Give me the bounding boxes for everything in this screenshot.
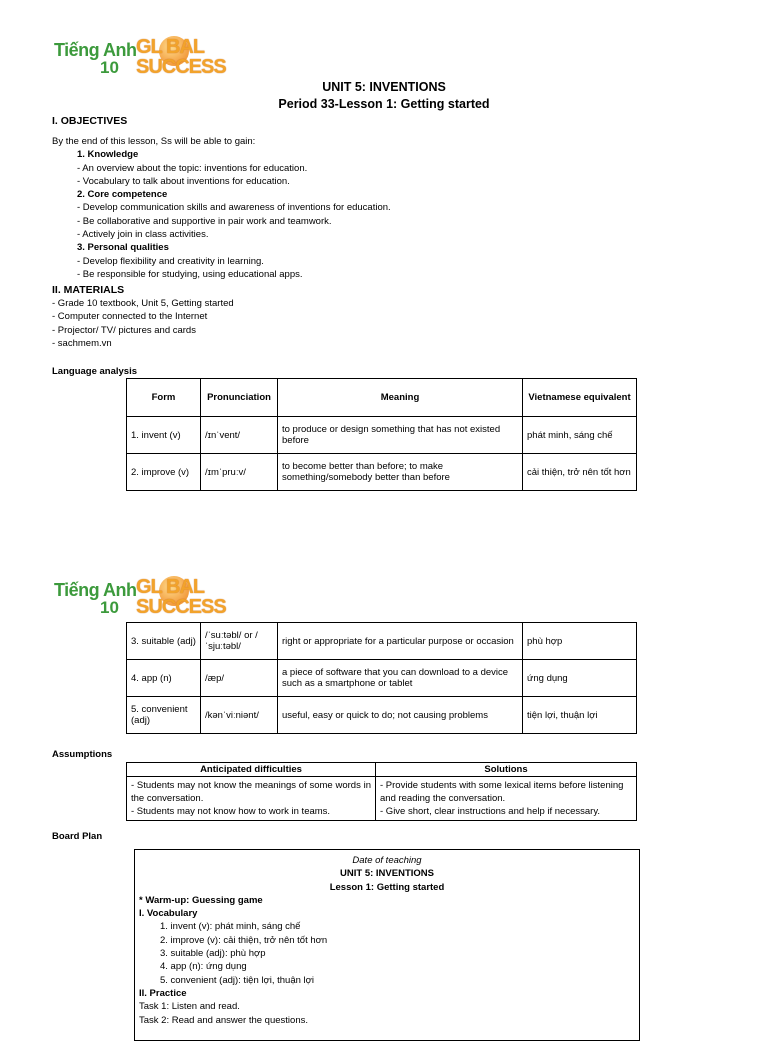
cell: useful, easy or quick to do; not causing problems <box>278 697 523 734</box>
brand-logo <box>54 36 226 82</box>
table-row <box>127 660 637 697</box>
cell: /ˈsuːtəbl/ or /ˈsjuːtəbl/ <box>201 623 278 660</box>
board-lesson: Lesson 1: Getting started <box>329 881 445 893</box>
core-title: 2. Core competence <box>77 189 168 201</box>
cell: /ɪnˈvent/ <box>201 417 278 454</box>
cell: 5. convenient (adj) <box>127 697 201 734</box>
logo-text-line2: 10 <box>100 598 119 617</box>
core-item: - Actively join in class activities. <box>77 229 209 241</box>
material-item: - Grade 10 textbook, Unit 5, Getting started <box>52 298 234 309</box>
logo-text-line1: Tiếng Anh <box>54 580 137 600</box>
logo-global: GL BAL <box>136 36 205 58</box>
knowledge-title: 1. Knowledge <box>77 149 139 161</box>
table-row <box>127 623 637 660</box>
cell: 1. invent (v) <box>127 417 201 454</box>
col-meaning: Meaning <box>278 379 523 417</box>
cell: - Students may not know the meanings of some words in the conversation. - Students may not know how to work in teams. <box>127 777 376 821</box>
assumptions-heading: Assumptions <box>52 749 113 760</box>
board-task: Task 2: Read and answer the questions. <box>139 1014 308 1026</box>
board-date: Date of teaching <box>352 855 422 866</box>
brand-logo <box>54 576 226 622</box>
cell: cải thiện, trở nên tốt hơn <box>523 454 637 491</box>
material-item: - sachmem.vn <box>52 337 112 349</box>
table-row <box>127 697 637 734</box>
board-task: Task 1: Listen and read. <box>139 1001 240 1013</box>
cell: 3. suitable (adj) <box>127 623 201 660</box>
cell: 2. improve (v) <box>127 454 201 491</box>
col-difficulties: Anticipated difficulties <box>127 763 376 777</box>
logo-success: SUCCESS <box>136 56 226 78</box>
knowledge-item: - Vocabulary to talk about inventions for education. <box>77 175 290 187</box>
objectives-heading: I. OBJECTIVES <box>52 115 128 127</box>
cell: - Provide students with some lexical items before listening and reading the conversation. - Give short, clear instructions and help if necessary. <box>376 777 637 821</box>
period-title: Period 33-Lesson 1: Getting started <box>278 97 490 111</box>
cell: phù hợp <box>523 623 637 660</box>
logo-text-line1: Tiếng Anh <box>54 40 137 60</box>
cell: right or appropriate for a particular purpose or occasion <box>278 623 523 660</box>
cell: tiện lợi, thuận lợi <box>523 697 637 734</box>
col-pronunciation: Pronunciation <box>201 379 278 417</box>
board-vocab-item: 2. improve (v): cải thiện, trở nên tốt hơn <box>160 934 328 946</box>
col-solutions: Solutions <box>376 763 637 777</box>
material-item: - Computer connected to the Internet <box>52 311 208 323</box>
personal-item: - Develop flexibility and creativity in learning. <box>77 255 264 267</box>
table-row <box>127 417 637 454</box>
col-form: Form <box>127 379 201 417</box>
logo-success: SUCCESS <box>136 596 226 618</box>
assumptions-table <box>126 762 637 821</box>
knowledge-item: - An overview about the topic: inventions for education. <box>77 162 308 174</box>
board-vocab-item: 4. app (n): ứng dụng <box>160 961 247 973</box>
cell: to become better than before; to make something/somebody better than before <box>278 454 523 491</box>
cell: /æp/ <box>201 660 278 697</box>
cell: 4. app (n) <box>127 660 201 697</box>
board-plan-heading: Board Plan <box>52 831 103 842</box>
board-vocab-item: 1. invent (v): phát minh, sáng chế <box>160 921 301 933</box>
objectives-intro: By the end of this lesson, Ss will be able to gain: <box>52 136 256 147</box>
language-table-continued <box>126 622 637 734</box>
language-table <box>126 378 637 491</box>
personal-item: - Be responsible for studying, using educational apps. <box>77 268 303 280</box>
board-vocab-item: 5. convenient (adj): tiện lợi, thuận lợi <box>160 974 314 986</box>
core-item: - Develop communication skills and awareness of inventions for education. <box>77 202 391 214</box>
col-vietnamese: Vietnamese equivalent <box>523 379 637 417</box>
board-plan-box <box>134 849 640 1041</box>
core-item: - Be collaborative and supportive in pair work and teamwork. <box>77 215 332 227</box>
materials-list <box>52 297 234 350</box>
cell: to produce or design something that has not existed before <box>278 417 523 454</box>
logo-text-line2: 10 <box>100 58 119 77</box>
board-warmup: * Warm-up: Guessing game <box>139 894 263 906</box>
cell: /kənˈviːniənt/ <box>201 697 278 734</box>
personal-title: 3. Personal qualities <box>77 242 169 254</box>
language-analysis-heading: Language analysis <box>52 366 138 377</box>
objectives-section <box>52 135 612 281</box>
board-vocab-title: I. Vocabulary <box>139 908 198 920</box>
board-unit: UNIT 5: INVENTIONS <box>340 868 434 880</box>
cell: a piece of software that you can download to a device such as a smartphone or tablet <box>278 660 523 697</box>
material-item: - Projector/ TV/ pictures and cards <box>52 324 196 336</box>
table-row <box>127 454 637 491</box>
table-row <box>127 777 637 821</box>
cell: ứng dụng <box>523 660 637 697</box>
unit-title: UNIT 5: INVENTIONS <box>322 80 446 94</box>
materials-heading: II. MATERIALS <box>52 284 125 296</box>
cell: phát minh, sáng chế <box>523 417 637 454</box>
logo-global: GL BAL <box>136 576 205 598</box>
cell: /ɪmˈpruːv/ <box>201 454 278 491</box>
board-practice-title: II. Practice <box>139 987 187 999</box>
board-vocab-item: 3. suitable (adj): phù hợp <box>160 948 266 960</box>
